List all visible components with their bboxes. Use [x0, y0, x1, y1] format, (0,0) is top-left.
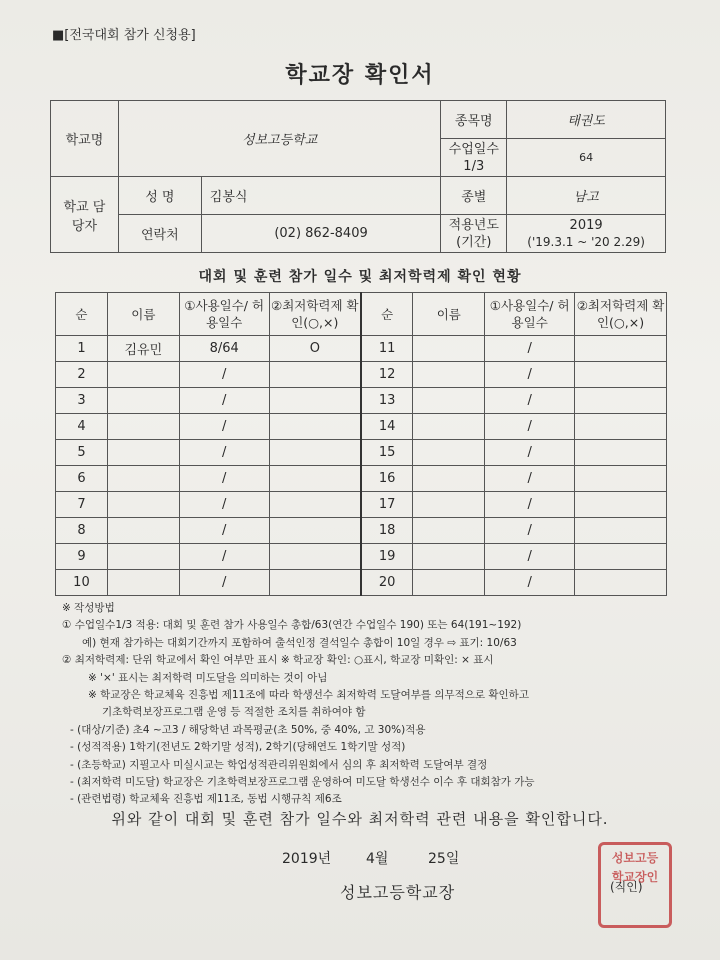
header-no: 순: [56, 293, 108, 336]
roster-cell-n: 12: [361, 362, 413, 388]
roster-cell-n: 16: [361, 466, 413, 492]
name-label: 성 명: [118, 177, 201, 215]
table-row: [56, 466, 667, 492]
roster-cell-check: [575, 570, 667, 596]
roster-cell-check: [269, 518, 361, 544]
roster-cell-n: 2: [56, 362, 108, 388]
category-label: 종별: [441, 177, 507, 215]
roster-cell-n: 18: [361, 518, 413, 544]
roster-cell-name: [107, 414, 179, 440]
roster-cell-n: 13: [361, 388, 413, 414]
roster-cell-check: [269, 466, 361, 492]
note-line: ※ '×' 표시는 최저학력 미도달을 의미하는 것이 아님: [88, 671, 328, 684]
roster-cell-n: 11: [361, 336, 413, 362]
roster-cell-name: [107, 388, 179, 414]
seal-label: (직인): [610, 880, 643, 894]
principal-signature-line: 성보고등학교장: [340, 883, 456, 902]
roster-cell-n: 3: [56, 388, 108, 414]
roster-cell-check: [575, 544, 667, 570]
table-row: [56, 518, 667, 544]
roster-cell-days: /: [485, 336, 575, 362]
roster-cell-n: 15: [361, 440, 413, 466]
roster-cell-check: [575, 440, 667, 466]
note-line: ※ 학교장은 학교체육 진흥법 제11조에 따라 학생선수 최저학력 도달여부를 의무적으로 확인하고: [88, 689, 529, 702]
roster-cell-name: [413, 336, 485, 362]
instructions: [62, 600, 682, 809]
roster-cell-days: /: [179, 362, 269, 388]
document-title: 학교장 확인서: [285, 63, 435, 88]
roster-cell-days: /: [179, 414, 269, 440]
note-line: - (성적적용) 1학기(전년도 2학기말 성적), 2학기(당해연도 1학기말 성적): [70, 741, 406, 754]
roster-cell-days: /: [485, 570, 575, 596]
roster-cell-name: [107, 362, 179, 388]
header-check: ②최저학력제 확인(○,×): [269, 293, 361, 336]
roster-cell-n: 4: [56, 414, 108, 440]
roster-cell-days: /: [179, 544, 269, 570]
roster-cell-n: 17: [361, 492, 413, 518]
manager-label: 학교 담당자: [51, 177, 119, 253]
roster-cell-days: /: [179, 388, 269, 414]
header-name-2: 이름: [413, 293, 485, 336]
roster-cell-name: [413, 518, 485, 544]
roster-cell-check: [575, 362, 667, 388]
section-title: 대회 및 훈련 참가 일수 및 최저학력제 확인 현황: [198, 269, 522, 285]
roster-cell-check: [575, 336, 667, 362]
roster-cell-days: /: [485, 362, 575, 388]
roster-cell-check: [575, 466, 667, 492]
header-days: ①사용일수/ 허용일수: [179, 293, 269, 336]
roster-cell-n: 10: [56, 570, 108, 596]
roster-cell-name: [413, 466, 485, 492]
roster-header-row: [56, 293, 667, 336]
sport-value: 태권도: [507, 101, 666, 139]
header-days-2: ①사용일수/ 허용일수: [485, 293, 575, 336]
school-name-value: 성보고등학교: [118, 101, 440, 177]
note-line: 예) 현재 참가하는 대회기간까지 포함하여 출석인정 결석일수 총합이 10일 경우 ⇨ 표기: 10/63: [82, 636, 517, 649]
school-name-label: 학교명: [51, 101, 119, 177]
roster-cell-name: [107, 570, 179, 596]
table-row: [56, 492, 667, 518]
roster-cell-name: [413, 414, 485, 440]
contact-value: (02) 862-8409: [201, 215, 441, 253]
roster-cell-name: [107, 544, 179, 570]
name-value: 김봉식: [201, 177, 441, 215]
roster-cell-check: [575, 414, 667, 440]
roster-cell-days: /: [485, 388, 575, 414]
class-days-label: 수업일수 1/3: [441, 139, 507, 177]
note-line: ※ 작성방법: [62, 602, 115, 614]
roster-cell-n: 7: [56, 492, 108, 518]
note-line: - (초등학교) 지필고사 미실시교는 학업성적관리위원회에서 심의 후 최저학력 도달여부 결정: [70, 758, 488, 771]
date-year: 2019년: [282, 851, 332, 867]
roster-cell-days: /: [179, 492, 269, 518]
roster-cell-check: O: [269, 336, 361, 362]
roster-cell-check: [269, 544, 361, 570]
date-day: 25일: [428, 851, 460, 867]
roster-cell-name: [107, 492, 179, 518]
info-table: [50, 100, 666, 253]
table-row: [56, 544, 667, 570]
roster-cell-check: [575, 388, 667, 414]
table-row: [56, 440, 667, 466]
roster-cell-name: [107, 440, 179, 466]
table-row: [56, 362, 667, 388]
form-type-label: ■[전국대회 참가 신청용]: [52, 28, 196, 43]
roster-cell-check: [575, 518, 667, 544]
roster-cell-n: 5: [56, 440, 108, 466]
year-cell: [507, 215, 666, 253]
category-value: 남고: [507, 177, 666, 215]
note-line: 기초학력보장프로그램 운영 등 적절한 조치를 취하여야 함: [102, 706, 366, 719]
roster-cell-n: 6: [56, 466, 108, 492]
roster-cell-days: /: [179, 440, 269, 466]
class-days-value: 64: [507, 139, 666, 177]
roster-cell-n: 8: [56, 518, 108, 544]
seal-text: 성보고등학교장인: [611, 851, 659, 884]
roster-cell-check: [269, 414, 361, 440]
roster-cell-check: [269, 570, 361, 596]
note-line: ② 최저학력제: 단위 학교에서 확인 여부만 표시 ※ 학교장 확인: ○표시, 학교장 미확인: × 표시: [62, 654, 494, 667]
header-no-2: 순: [361, 293, 413, 336]
roster-cell-days: /: [179, 466, 269, 492]
roster-cell-n: 1: [56, 336, 108, 362]
date-month: 4월: [366, 851, 389, 867]
roster-cell-name: [107, 518, 179, 544]
roster-cell-n: 14: [361, 414, 413, 440]
note-line: - (최저학력 미도달) 학교장은 기초학력보장프로그램 운영하여 미도달 학생선수 이수 후 대회참가 가능: [70, 776, 535, 789]
table-row: [56, 570, 667, 596]
roster-cell-name: [413, 492, 485, 518]
roster-cell-days: /: [179, 518, 269, 544]
roster-cell-n: 20: [361, 570, 413, 596]
roster-cell-check: [269, 440, 361, 466]
roster-cell-days: /: [485, 440, 575, 466]
contact-label: 연락처: [118, 215, 201, 253]
roster-cell-days: /: [179, 570, 269, 596]
roster-cell-name: [413, 544, 485, 570]
roster-cell-check: [269, 492, 361, 518]
roster-cell-n: 9: [56, 544, 108, 570]
period-value: ('19.3.1 ~ '20 2.29): [527, 234, 645, 249]
roster-cell-days: 8/64: [179, 336, 269, 362]
roster-cell-name: [413, 362, 485, 388]
table-row: [56, 336, 667, 362]
note-line: ① 수업일수1/3 적용: 대회 및 훈련 참가 사용일수 총합/63(연간 수업일수 190) 또는 64(191~192): [62, 619, 522, 632]
roster-cell-days: /: [485, 518, 575, 544]
confirmation-statement: 위와 같이 대회 및 훈련 참가 일수와 최저학력 관련 내용을 확인합니다.: [111, 810, 609, 828]
roster-cell-check: [269, 388, 361, 414]
roster-cell-days: /: [485, 414, 575, 440]
roster-cell-n: 19: [361, 544, 413, 570]
roster-cell-name: 김유민: [107, 336, 179, 362]
roster-cell-days: /: [485, 492, 575, 518]
table-row: [56, 388, 667, 414]
roster-table: [55, 292, 667, 596]
note-line: - (관련법령) 학교체육 진흥법 제11조, 동법 시행규칙 제6조: [70, 793, 342, 806]
year-label: 적용년도 (기간): [441, 215, 507, 253]
header-name: 이름: [107, 293, 179, 336]
roster-cell-days: /: [485, 544, 575, 570]
note-line: - (대상/기준) 초4 ~고3 / 해당학년 과목평균(초 50%, 중 40%, 고 30%)적용: [70, 723, 426, 736]
roster-cell-name: [413, 388, 485, 414]
roster-cell-name: [107, 466, 179, 492]
table-row: [56, 414, 667, 440]
year-value: 2019: [569, 217, 603, 233]
roster-cell-check: [575, 492, 667, 518]
sport-label: 종목명: [441, 101, 507, 139]
roster-cell-days: /: [485, 466, 575, 492]
roster-cell-name: [413, 570, 485, 596]
roster-cell-name: [413, 440, 485, 466]
header-check-2: ②최저학력제 확인(○,×): [575, 293, 667, 336]
roster-cell-check: [269, 362, 361, 388]
